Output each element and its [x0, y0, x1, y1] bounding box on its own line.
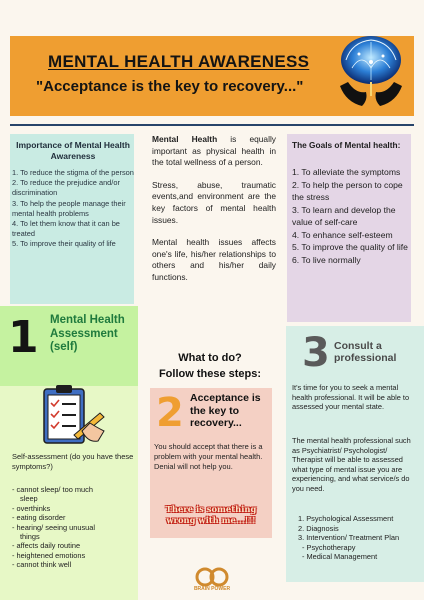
- step1-title: Mental Health Assessment (self): [50, 314, 125, 353]
- page-title: MENTAL HEALTH AWARENESS: [48, 52, 310, 71]
- mental-health-description: [152, 134, 276, 295]
- step3-text: It's time for you to seek a mental health professional. It will be able to assessed your mental state.: [292, 383, 410, 412]
- step1-number: 1: [8, 312, 39, 363]
- list-item: 4. To enhance self-esteem: [292, 229, 393, 240]
- description-paragraph: Mental health issues affects one's life, his/her relationships to others and his/her daily functions.: [152, 237, 276, 282]
- list-item: 2. To reduce the prejudice and/or discrimination: [12, 178, 120, 198]
- step2-quote: There is something wrong with me...!!!: [165, 504, 257, 525]
- list-item: 3. To help the people manage their mental health problems: [12, 198, 126, 218]
- list-item: 2. To help the person to cope the stress: [292, 179, 403, 202]
- importance-title: Importance of Mental Health Awareness: [16, 140, 130, 161]
- mental-health-bold: Mental Health: [152, 134, 218, 144]
- step3-title: Consult a professional: [334, 340, 397, 364]
- list-item: 3. To learn and develop the value of self-care: [292, 204, 396, 227]
- list-item: 6. To live normally: [292, 254, 361, 265]
- list-item: - affects daily routine: [12, 541, 81, 551]
- list-item: 4. To let them know that it can be treated: [12, 219, 120, 239]
- header-divider: [10, 124, 414, 126]
- list-item: 1. To alleviate the symptoms: [292, 167, 401, 177]
- goals-title: The Goals of Mental health:: [292, 140, 401, 150]
- self-assessment-intro: Self-assessment (do you have these symptoms?): [12, 452, 134, 471]
- step3-number: 3: [302, 330, 330, 376]
- list-item: 1. Psychological Assessment: [298, 514, 394, 523]
- steps-heading-line2: Follow these steps:: [158, 368, 262, 380]
- list-item: 2. Diagnosis: [298, 523, 339, 533]
- list-item: - cannot think well: [12, 560, 72, 570]
- symptom-list: [12, 485, 136, 570]
- list-item: 5. To improve the quality of life: [292, 242, 408, 252]
- clipboard-icon: [30, 383, 110, 447]
- professional-steps-list: [292, 514, 418, 562]
- description-paragraph: [152, 134, 276, 169]
- list-item: 1. To reduce the stigma of the person: [12, 168, 134, 177]
- steps-heading: [142, 350, 278, 382]
- brain-power-logo-icon: [188, 566, 236, 598]
- page-subtitle: "Acceptance is the key to recovery...": [36, 78, 304, 95]
- list-item: - cannot sleep/ too much: [12, 485, 93, 494]
- list-item: sleep: [20, 494, 38, 504]
- description-text: is equally important as physical health in the total wellness of a person.: [152, 134, 276, 168]
- step2-number: 2: [156, 390, 184, 436]
- list-item: - heightened emotions: [12, 550, 86, 560]
- goals-list: [292, 166, 410, 266]
- list-item: - Medical Management: [302, 552, 378, 562]
- list-item: - Psychotherapy: [302, 542, 356, 552]
- step3-text-detail: The mental health professional such as Psychiatrist/ Psychologist/ Therapist will be able to assessed what type of mental issue you are experiencing, and what service/s do you need.: [292, 436, 411, 493]
- list-item: - overthinks: [12, 503, 51, 513]
- list-item: 5. To improve their quality of life: [12, 239, 116, 249]
- step2-text: You should accept that there is a problem with your mental health. Denial will not help you.: [154, 442, 263, 471]
- list-item: - eating disorder: [12, 513, 66, 523]
- importance-list: [12, 168, 134, 250]
- steps-heading-line1: What to do?: [178, 352, 242, 364]
- step2-title: Acceptance is the key to recovery...: [190, 392, 261, 429]
- list-item: - hearing/ seeing unusual: [12, 522, 95, 532]
- description-paragraph: Stress, abuse, traumatic events,and environment are the key factors of mental health issues.: [152, 179, 276, 225]
- list-item: 3. Intervention/ Treatment Plan: [298, 533, 400, 543]
- list-item: things: [20, 532, 40, 542]
- brain-hands-illustration: [332, 30, 410, 116]
- logo-text: BRAIN POWER: [193, 586, 231, 592]
